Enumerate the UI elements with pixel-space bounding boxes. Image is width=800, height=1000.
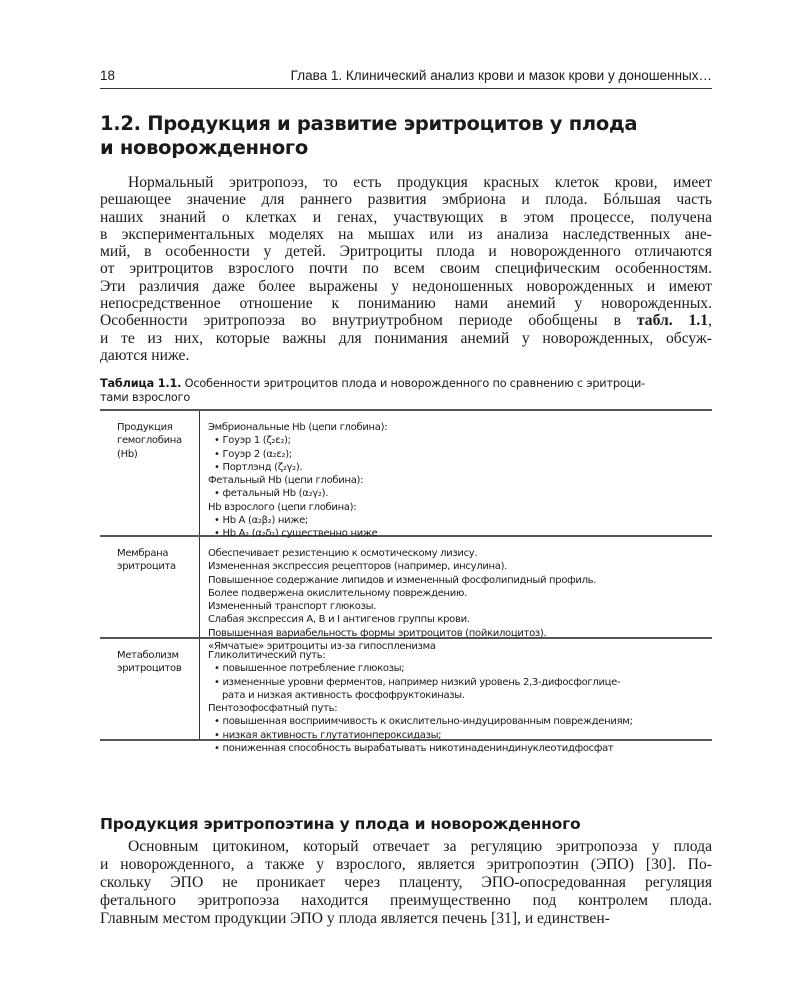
bullet-item: • Гоуэр 1 (ζ₂ε₂); — [208, 434, 712, 447]
text-line: непосредственное отношение к пониманию нами анемий у новорожденных. — [100, 295, 712, 313]
page-number: 18 — [100, 68, 116, 83]
section-title-line: и новорожденного — [100, 136, 308, 159]
row-header-line: Метаболизм — [117, 650, 179, 661]
table-caption-text: тами взрослого — [100, 391, 191, 404]
table-caption — [100, 377, 712, 405]
paragraph-epo — [100, 838, 712, 928]
table-row — [100, 411, 712, 540]
bullet-item: • низкая активность глутатионпероксидазы; — [208, 729, 712, 742]
content-line: Пентозофосфатный путь: — [208, 703, 338, 715]
subsection-title: Продукция эритропоэтина у плода и новорожденного — [100, 815, 581, 833]
row-header-cell — [100, 537, 200, 637]
bullet-item: • Гоуэр 2 (α₂ε₂); — [208, 448, 712, 461]
table-caption-text: Особенности эритроцитов плода и новорожденного по сравнению с эритроци- — [181, 377, 646, 390]
text-line: мий, в особенности у детей. Эритроциты плода и новорожденного отличаются — [100, 243, 712, 261]
content-line: Hb взрослого (цепи глобина): — [208, 501, 357, 513]
row-content-cell — [200, 537, 712, 653]
text-line: Эти различия даже более выражены у недоношенных новорожденных и имеют — [100, 277, 712, 295]
row-header-cell — [100, 639, 200, 739]
table-row — [100, 637, 712, 755]
table-reference: табл. 1.1 — [636, 312, 709, 330]
text-line: Особенности эритропоэза во внутриутробном периоде обобщены в табл. 1.1, — [100, 312, 713, 330]
text-line: Главным местом продукции ЭПО у плода является печень [31], и единствен- — [100, 910, 610, 928]
bullet-item: • Hb A (α₂β₂) ниже; — [208, 514, 712, 527]
row-header-line: Продукция — [117, 422, 173, 433]
row-content-cell — [200, 639, 712, 755]
bullet-item: • повышенная восприимчивость к окислительно-индуцированным повреждениям; — [208, 715, 712, 728]
text-line: скольку ЭПО не проникает через плаценту, ЭПО-опосредованная регуляция — [100, 874, 712, 892]
comparison-table — [100, 409, 712, 755]
row-content-cell — [200, 411, 712, 540]
content-line: Повышенное содержание липидов и измененный фосфолипидный профиль. — [208, 574, 597, 586]
text-line: даются ниже. — [100, 346, 190, 364]
bullet-item: • фетальный Hb (α₂γ₂). — [208, 487, 712, 500]
text-punct: , — [708, 312, 713, 330]
content-line: Фетальный Hb (цепи глобина): — [208, 475, 364, 487]
bullet-item: • измененные уровни ферментов, например низкий уровень 2,3-дифосфоглице- — [208, 676, 712, 689]
content-line: Гликолитический путь: — [208, 650, 326, 661]
text-line: в экспериментальных моделях на мышах или из анализа наследственных ане- — [100, 225, 712, 243]
row-header-line: гемоглобина — [117, 435, 182, 447]
text-line: фетального эритропоэза находится преимущественно под контролем плода. — [100, 892, 712, 910]
bullet-item: • пониженная способность вырабатывать никотинадениндинуклеотидфосфат — [208, 742, 712, 755]
row-header-line: эритроцита — [117, 561, 176, 573]
bullet-item: • повышенное потребление глюкозы; — [208, 662, 712, 675]
bullet-item: • Hb A₂ (α₂δ₂) существенно ниже — [208, 527, 712, 540]
content-line: рата и низкая активность фосфофруктокиназы. — [222, 689, 465, 701]
row-header-line: (Hb) — [117, 448, 138, 460]
text-line: от эритроцитов взрослого почти по всем своим специфическим особенностям. — [100, 260, 712, 278]
row-header-line: Мембрана — [117, 548, 169, 559]
content-line: Обеспечивает резистенцию к осмотическому лизису. — [208, 548, 478, 559]
content-line: «Ямчатые» эритроциты из-за гипоспленизма — [208, 641, 436, 653]
text-line: наших знаний о клетках и генах, участвующих в этом процессе, получена — [100, 208, 712, 226]
section-title — [100, 112, 712, 160]
text-line: и новорожденного, а также у взрослого, является эритропоэтин (ЭПО) [30]. По- — [100, 856, 712, 874]
table-caption-label: Таблица 1.1. — [100, 377, 182, 390]
row-header-line: эритроцитов — [117, 663, 182, 675]
text-line: Основным цитокином, который отвечает за регуляцию эритропоэза у плода — [128, 838, 712, 855]
row-header-cell — [100, 411, 200, 535]
text-line: Нормальный эритропоэз, то есть продукция красных клеток крови, имеет — [128, 174, 712, 191]
text-line: решающее значение для раннего развития эмбриона и плода. Бóльшая часть — [100, 191, 712, 209]
running-head — [100, 66, 712, 89]
content-line: Измененный транспорт глюкозы. — [208, 601, 377, 613]
content-line: Слабая экспрессия A, B и I антигенов группы крови. — [208, 614, 470, 626]
content-line: Более подвержена окислительному повреждению. — [208, 587, 467, 599]
section-title-line: 1.2. Продукция и развитие эритроцитов у плода — [100, 112, 638, 135]
content-line: Повышенная вариабельность формы эритроцитов (пойкилоцитоз). — [208, 627, 547, 639]
content-line: Эмбриональные Hb (цепи глобина): — [208, 422, 388, 433]
table-row — [100, 535, 712, 653]
paragraph-intro — [100, 174, 712, 364]
chapter-title: Глава 1. Клинический анализ крови и мазок крови у доношенных… — [290, 68, 712, 83]
content-line: Измененная экспрессия рецепторов (например, инсулина). — [208, 561, 508, 573]
text-line: и те из них, которые важны для понимания анемий у новорожденных, обсуж- — [100, 329, 712, 347]
bullet-item: • Портлэнд (ζ₂γ₂). — [208, 461, 712, 474]
